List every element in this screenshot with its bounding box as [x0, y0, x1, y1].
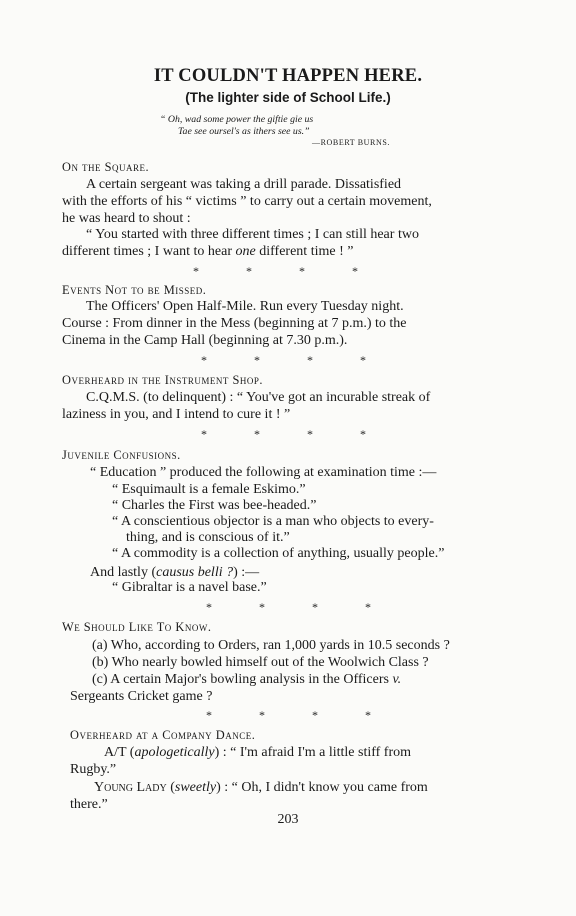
text-run: different times ; I want to hear	[62, 244, 236, 259]
paragraph-line: there.”	[70, 797, 108, 812]
text-run: A/T (	[104, 745, 135, 760]
list-item: (b) Who nearly bowled himself out of the Woolwich Class ?	[92, 655, 429, 670]
epigraph-attribution: —ROBERT BURNS.	[311, 138, 390, 147]
paragraph-line: A certain sergeant was taking a drill parade. Dissatisfied	[86, 177, 402, 192]
divider-star: *	[360, 427, 366, 441]
epigraph-line: Tae see oursel's as ithers see us.”	[178, 125, 310, 137]
quote-line: “ Charles the First was bee-headed.”	[112, 498, 317, 513]
divider-star: *	[206, 600, 212, 614]
epigraph-line: “ Oh, wad some power the giftie gie us	[160, 114, 314, 125]
emphasis-text: v.	[392, 672, 402, 687]
section-divider	[193, 264, 405, 279]
list-item	[92, 671, 401, 689]
divider-star: *	[312, 708, 318, 722]
paragraph-line	[62, 243, 353, 261]
section-divider	[201, 427, 413, 442]
divider-star: *	[365, 708, 371, 722]
paragraph-line: Rugby.”	[70, 762, 117, 777]
section-divider	[206, 600, 418, 615]
section-divider	[206, 708, 418, 723]
page-title: IT COULDN'T HAPPEN HERE.	[153, 66, 423, 86]
section-heading: Juvenile Confusions.	[62, 448, 181, 462]
list-item: (a) Who, according to Orders, ran 1,000 yards in 10.5 seconds ?	[92, 638, 450, 653]
paragraph-line: laziness in you, and I intend to cure it ! ”	[62, 407, 291, 422]
text-run: (	[166, 780, 175, 795]
page-number: 203	[277, 812, 299, 827]
speaker-name: Young Lady	[94, 780, 167, 795]
text-run: (c) A certain Major's bowling analysis in the Officers	[92, 672, 393, 687]
quote-line: “ A conscientious objector is a man who objects to every-	[112, 514, 434, 529]
quote-line: “ Esquimault is a female Eskimo.”	[112, 482, 306, 497]
paragraph-line: he was heard to shout :	[62, 211, 191, 226]
quote-line: thing, and is conscious of it.”	[126, 530, 290, 545]
paragraph-line: The Officers' Open Half-Mile. Run every Tuesday night.	[86, 299, 404, 314]
section-heading: Overheard in the Instrument Shop.	[62, 373, 263, 387]
section-heading: Events Not to be Missed.	[62, 283, 207, 297]
emphasis-text: apologetically	[134, 745, 215, 760]
section-divider	[201, 353, 413, 368]
divider-star: *	[312, 600, 318, 614]
paragraph-line: Sergeants Cricket game ?	[70, 689, 213, 704]
divider-star: *	[201, 353, 207, 367]
divider-star: *	[299, 264, 305, 278]
divider-star: *	[307, 353, 313, 367]
paragraph-line: “ Education ” produced the following at examination time :—	[90, 465, 437, 480]
paragraph-line: Course : From dinner in the Mess (beginning at 7 p.m.) to the	[62, 316, 407, 331]
text-run: ) : “ Oh, I didn't know you came from	[216, 780, 428, 795]
emphasis-text: sweetly	[174, 780, 217, 795]
text-run: different time ! ”	[255, 244, 354, 259]
divider-star: *	[365, 600, 371, 614]
divider-star: *	[206, 708, 212, 722]
divider-star: *	[352, 264, 358, 278]
paragraph-line: Cinema in the Camp Hall (beginning at 7.30 p.m.).	[62, 333, 348, 348]
quote-line: “ A commodity is a collection of anything, usually people.”	[112, 546, 445, 561]
emphasis-text: causus belli ?	[156, 565, 234, 580]
paragraph-line	[94, 779, 428, 797]
divider-star: *	[259, 708, 265, 722]
divider-star: *	[246, 264, 252, 278]
epigraph	[160, 114, 420, 149]
divider-star: *	[307, 427, 313, 441]
paragraph-line: C.Q.M.S. (to delinquent) : “ You've got an incurable streak of	[86, 390, 431, 405]
divider-star: *	[259, 600, 265, 614]
paragraph-line: with the efforts of his “ victims ” to carry out a certain movement,	[62, 194, 432, 209]
text-run: ) :—	[233, 565, 260, 580]
divider-star: *	[360, 353, 366, 367]
divider-star: *	[193, 264, 199, 278]
section-heading: We Should Like To Know.	[62, 620, 212, 634]
text-run: And lastly (	[90, 565, 157, 580]
paragraph-line	[104, 744, 411, 762]
paragraph-line: “ You started with three different times ; I can still hear two	[86, 227, 419, 242]
text-run: ) : “ I'm afraid I'm a little stiff from	[214, 745, 412, 760]
quote-line: “ Gibraltar is a navel base.”	[112, 580, 267, 595]
divider-star: *	[254, 427, 260, 441]
divider-star: *	[254, 353, 260, 367]
section-heading: On the Square.	[62, 160, 150, 174]
divider-star: *	[201, 427, 207, 441]
section-heading: Overheard at a Company Dance.	[70, 728, 256, 742]
emphasis-text: one	[235, 244, 256, 259]
page-subtitle: (The lighter side of School Life.)	[185, 90, 391, 105]
